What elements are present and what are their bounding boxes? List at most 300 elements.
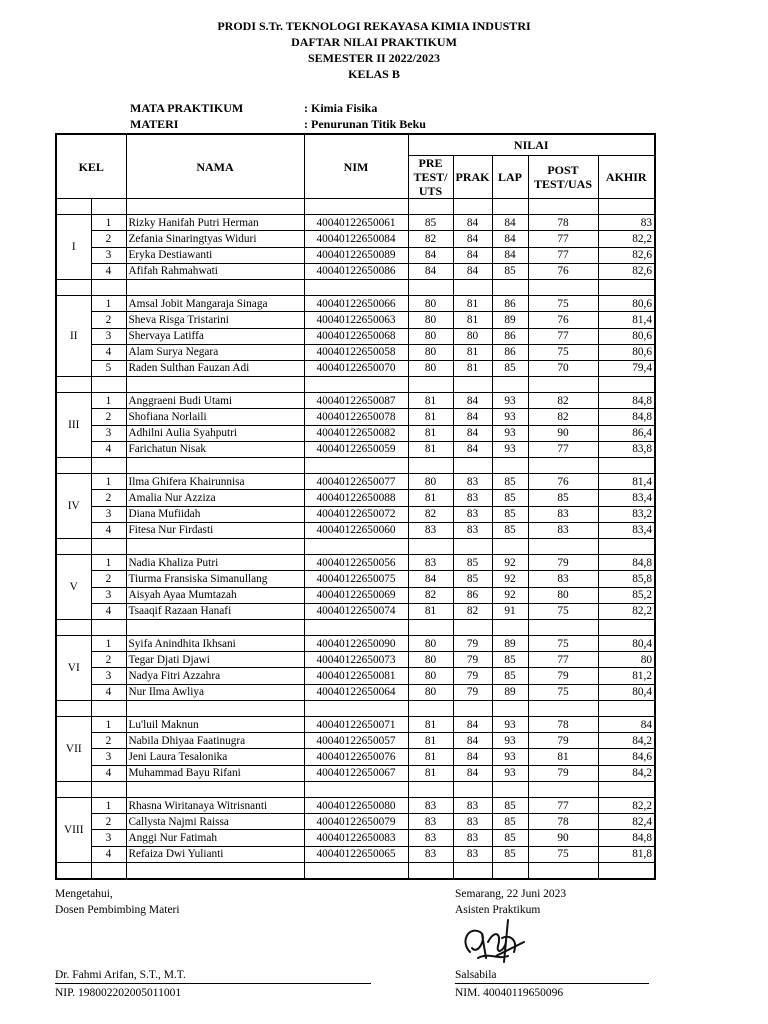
spacer-cell (56, 619, 91, 635)
spacer-cell (126, 377, 304, 393)
cell-nama: Anggraeni Budi Utami (126, 393, 304, 409)
cell-nim: 40040122650087 (304, 393, 408, 409)
spacer-cell (91, 862, 126, 879)
cell-pretest: 80 (408, 312, 453, 328)
cell-nama: Ilma Ghifera Khairunnisa (126, 474, 304, 490)
cell-no: 3 (91, 506, 126, 522)
cell-posttest: 80 (528, 587, 598, 603)
cell-lap: 85 (492, 830, 528, 846)
cell-no: 4 (91, 522, 126, 538)
header-pretest-line2: TEST/ (413, 170, 448, 184)
cell-pretest: 81 (408, 441, 453, 457)
table-row (56, 749, 655, 765)
cell-prak: 83 (453, 830, 492, 846)
cell-prak: 83 (453, 522, 492, 538)
spacer-cell (492, 619, 528, 635)
cell-pretest: 80 (408, 652, 453, 668)
cell-posttest: 90 (528, 830, 598, 846)
cell-akhir: 81,4 (598, 474, 655, 490)
cell-akhir: 84 (598, 717, 655, 733)
cell-akhir: 84,2 (598, 733, 655, 749)
footer-dosen-nip: NIP. 198002202005011001 (55, 987, 182, 999)
spacer-cell (598, 781, 655, 797)
spacer-cell (304, 279, 408, 295)
cell-nim: 40040122650089 (304, 247, 408, 263)
table-row (56, 393, 655, 409)
cell-nama: Shervaya Latiffa (126, 328, 304, 344)
spacer-cell (528, 700, 598, 716)
table-row (56, 733, 655, 749)
cell-posttest: 75 (528, 344, 598, 360)
cell-prak: 84 (453, 765, 492, 781)
cell-posttest: 77 (528, 231, 598, 247)
spacer-cell (408, 619, 453, 635)
cell-nim: 40040122650090 (304, 636, 408, 652)
cell-akhir: 81,4 (598, 312, 655, 328)
cell-prak: 84 (453, 425, 492, 441)
cell-akhir: 84,8 (598, 830, 655, 846)
cell-lap: 85 (492, 522, 528, 538)
cell-no: 1 (91, 474, 126, 490)
cell-lap: 85 (492, 263, 528, 279)
spacer-cell (492, 279, 528, 295)
cell-no: 1 (91, 215, 126, 231)
table-row (56, 684, 655, 700)
cell-no: 4 (91, 344, 126, 360)
cell-akhir: 84,6 (598, 749, 655, 765)
cell-prak: 79 (453, 668, 492, 684)
cell-no: 2 (91, 733, 126, 749)
spacer-cell (91, 279, 126, 295)
cell-no: 2 (91, 231, 126, 247)
cell-prak: 84 (453, 717, 492, 733)
table-row (56, 555, 655, 571)
header-nilai: NILAI (408, 134, 655, 156)
cell-nim: 40040122650059 (304, 441, 408, 457)
footer-place-date: Semarang, 22 Juni 2023 (455, 888, 567, 900)
footer-asisten-role: Asisten Praktikum (455, 904, 541, 916)
table-row (56, 636, 655, 652)
spacer-cell (598, 199, 655, 215)
spacer-cell (408, 781, 453, 797)
cell-akhir: 83,4 (598, 490, 655, 506)
cell-prak: 84 (453, 441, 492, 457)
cell-akhir: 84,8 (598, 555, 655, 571)
cell-no: 1 (91, 296, 126, 312)
cell-nama: Anggi Nur Fatimah (126, 830, 304, 846)
header-pretest-line3: UTS (418, 184, 443, 198)
cell-pretest: 83 (408, 830, 453, 846)
cell-lap: 85 (492, 846, 528, 862)
cell-posttest: 79 (528, 733, 598, 749)
spacer-cell (492, 199, 528, 215)
spacer-cell (492, 377, 528, 393)
cell-nim: 40040122650061 (304, 215, 408, 231)
spacer-cell (126, 458, 304, 474)
cell-akhir: 80,6 (598, 344, 655, 360)
cell-pretest: 80 (408, 328, 453, 344)
grade-table-body (56, 199, 655, 879)
spacer-cell (91, 781, 126, 797)
spacer-cell (492, 700, 528, 716)
spacer-cell (304, 199, 408, 215)
cell-posttest: 75 (528, 846, 598, 862)
cell-posttest: 70 (528, 360, 598, 376)
table-row (56, 474, 655, 490)
cell-pretest: 85 (408, 215, 453, 231)
cell-lap: 93 (492, 717, 528, 733)
cell-pretest: 83 (408, 555, 453, 571)
cell-akhir: 80,4 (598, 636, 655, 652)
cell-kel: V (56, 555, 91, 620)
spacer-cell (91, 458, 126, 474)
spacer-cell (304, 781, 408, 797)
header-nama: NAMA (126, 134, 304, 199)
cell-no: 5 (91, 360, 126, 376)
group-spacer-row (56, 458, 655, 474)
table-row (56, 409, 655, 425)
cell-posttest: 77 (528, 328, 598, 344)
cell-posttest: 75 (528, 684, 598, 700)
cell-nim: 40040122650071 (304, 717, 408, 733)
cell-akhir: 84,8 (598, 393, 655, 409)
cell-nama: Muhammad Bayu Rifani (126, 765, 304, 781)
cell-no: 3 (91, 587, 126, 603)
header-title: DAFTAR NILAI PRAKTIKUM (291, 35, 457, 49)
cell-pretest: 80 (408, 296, 453, 312)
spacer-cell (453, 700, 492, 716)
cell-nim: 40040122650057 (304, 733, 408, 749)
cell-nim: 40040122650074 (304, 603, 408, 619)
cell-posttest: 77 (528, 652, 598, 668)
cell-nim: 40040122650069 (304, 587, 408, 603)
cell-prak: 84 (453, 749, 492, 765)
cell-nim: 40040122650078 (304, 409, 408, 425)
cell-lap: 85 (492, 360, 528, 376)
cell-pretest: 81 (408, 393, 453, 409)
spacer-cell (56, 199, 91, 215)
cell-akhir: 82,2 (598, 603, 655, 619)
cell-posttest: 83 (528, 506, 598, 522)
spacer-cell (528, 279, 598, 295)
cell-posttest: 79 (528, 668, 598, 684)
cell-nama: Eryka Destiawanti (126, 247, 304, 263)
cell-nama: Callysta Najmi Raissa (126, 814, 304, 830)
cell-no: 1 (91, 555, 126, 571)
cell-lap: 84 (492, 247, 528, 263)
cell-nama: Syifa Anindhita Ikhsani (126, 636, 304, 652)
cell-posttest: 78 (528, 215, 598, 231)
cell-pretest: 80 (408, 668, 453, 684)
cell-akhir: 81,8 (598, 846, 655, 862)
spacer-cell (492, 862, 528, 879)
cell-nama: Amsal Jobit Mangaraja Sinaga (126, 296, 304, 312)
cell-nim: 40040122650086 (304, 263, 408, 279)
cell-prak: 86 (453, 587, 492, 603)
cell-lap: 85 (492, 814, 528, 830)
cell-akhir: 83,8 (598, 441, 655, 457)
table-row (56, 522, 655, 538)
cell-nama: Adhilni Aulia Syahputri (126, 425, 304, 441)
cell-akhir: 80 (598, 652, 655, 668)
cell-akhir: 80,6 (598, 328, 655, 344)
header-kel: KEL (56, 134, 126, 199)
cell-akhir: 82,6 (598, 263, 655, 279)
cell-no: 2 (91, 409, 126, 425)
cell-posttest: 75 (528, 636, 598, 652)
spacer-cell (56, 700, 91, 716)
cell-nama: Jeni Laura Tesalonika (126, 749, 304, 765)
cell-nim: 40040122650083 (304, 830, 408, 846)
cell-no: 3 (91, 328, 126, 344)
cell-nim: 40040122650084 (304, 231, 408, 247)
cell-akhir: 82,6 (598, 247, 655, 263)
cell-no: 2 (91, 814, 126, 830)
table-row (56, 425, 655, 441)
table-row (56, 441, 655, 457)
cell-nim: 40040122650068 (304, 328, 408, 344)
cell-pretest: 81 (408, 603, 453, 619)
spacer-cell (56, 377, 91, 393)
cell-nama: Afifah Rahmahwati (126, 263, 304, 279)
spacer-cell (453, 458, 492, 474)
cell-nama: Aisyah Ayaa Mumtazah (126, 587, 304, 603)
cell-pretest: 80 (408, 360, 453, 376)
cell-akhir: 86,4 (598, 425, 655, 441)
cell-nim: 40040122650081 (304, 668, 408, 684)
footer-asisten-name: Salsabila (455, 969, 497, 981)
cell-posttest: 77 (528, 797, 598, 813)
cell-nim: 40040122650077 (304, 474, 408, 490)
cell-nim: 40040122650080 (304, 797, 408, 813)
cell-pretest: 81 (408, 490, 453, 506)
spacer-cell (56, 538, 91, 554)
cell-nama: Amalia Nur Azziza (126, 490, 304, 506)
cell-pretest: 82 (408, 587, 453, 603)
cell-no: 3 (91, 425, 126, 441)
footer-dosen-name: Dr. Fahmi Arifan, S.T., M.T. (55, 969, 186, 981)
cell-prak: 81 (453, 360, 492, 376)
spacer-cell (126, 279, 304, 295)
spacer-cell (126, 199, 304, 215)
cell-posttest: 83 (528, 571, 598, 587)
table-row (56, 652, 655, 668)
cell-pretest: 80 (408, 684, 453, 700)
cell-posttest: 76 (528, 263, 598, 279)
cell-akhir: 84,2 (598, 765, 655, 781)
spacer-cell (91, 619, 126, 635)
spacer-cell (91, 377, 126, 393)
cell-pretest: 82 (408, 231, 453, 247)
table-row (56, 603, 655, 619)
cell-no: 4 (91, 684, 126, 700)
cell-nama: Tegar Djati Djawi (126, 652, 304, 668)
cell-no: 3 (91, 668, 126, 684)
cell-prak: 84 (453, 393, 492, 409)
cell-pretest: 80 (408, 636, 453, 652)
spacer-cell (492, 538, 528, 554)
cell-no: 2 (91, 490, 126, 506)
spacer-cell (528, 781, 598, 797)
header-akhir: AKHIR (598, 156, 655, 199)
table-row (56, 830, 655, 846)
cell-nama: Sheva Risga Tristarini (126, 312, 304, 328)
cell-posttest: 82 (528, 393, 598, 409)
cell-pretest: 81 (408, 765, 453, 781)
cell-lap: 84 (492, 231, 528, 247)
cell-no: 2 (91, 571, 126, 587)
cell-lap: 85 (492, 474, 528, 490)
cell-prak: 82 (453, 603, 492, 619)
grade-table (55, 133, 656, 880)
cell-pretest: 84 (408, 247, 453, 263)
cell-akhir: 84,8 (598, 409, 655, 425)
spacer-cell (408, 538, 453, 554)
cell-nama: Refaiza Dwi Yulianti (126, 846, 304, 862)
cell-lap: 86 (492, 296, 528, 312)
cell-posttest: 77 (528, 247, 598, 263)
spacer-cell (598, 538, 655, 554)
cell-prak: 83 (453, 797, 492, 813)
group-spacer-row (56, 538, 655, 554)
spacer-cell (408, 700, 453, 716)
cell-no: 3 (91, 749, 126, 765)
header-posttest-line2: TEST/UAS (533, 177, 593, 191)
cell-nama: Lu'luil Maknun (126, 717, 304, 733)
cell-nama: Tsaaqif Razaan Hanafi (126, 603, 304, 619)
cell-prak: 79 (453, 636, 492, 652)
cell-lap: 93 (492, 749, 528, 765)
table-row (56, 717, 655, 733)
cell-prak: 85 (453, 571, 492, 587)
cell-posttest: 79 (528, 555, 598, 571)
spacer-cell (453, 862, 492, 879)
cell-lap: 93 (492, 409, 528, 425)
table-row (56, 344, 655, 360)
footer-dosen-role: Dosen Pembimbing Materi (55, 904, 180, 916)
cell-akhir: 83,2 (598, 506, 655, 522)
cell-no: 1 (91, 636, 126, 652)
cell-nim: 40040122650065 (304, 846, 408, 862)
cell-prak: 79 (453, 684, 492, 700)
spacer-cell (304, 377, 408, 393)
cell-prak: 83 (453, 490, 492, 506)
header-kelas: KELAS B (348, 67, 400, 81)
cell-pretest: 81 (408, 733, 453, 749)
cell-no: 4 (91, 846, 126, 862)
cell-nama: Tiurma Fransiska Simanullang (126, 571, 304, 587)
cell-nim: 40040122650075 (304, 571, 408, 587)
spacer-cell (126, 619, 304, 635)
header-prak: PRAK (453, 156, 492, 199)
spacer-cell (598, 377, 655, 393)
cell-kel: I (56, 215, 91, 280)
spacer-cell (598, 279, 655, 295)
cell-posttest: 85 (528, 490, 598, 506)
document-header (0, 18, 768, 82)
cell-pretest: 84 (408, 263, 453, 279)
cell-prak: 85 (453, 555, 492, 571)
table-row (56, 312, 655, 328)
table-row (56, 814, 655, 830)
signature-image (458, 912, 528, 974)
group-spacer-row (56, 279, 655, 295)
table-row (56, 360, 655, 376)
cell-lap: 85 (492, 797, 528, 813)
cell-nim: 40040122650076 (304, 749, 408, 765)
cell-nama: Nadia Khaliza Putri (126, 555, 304, 571)
spacer-cell (528, 377, 598, 393)
header-pretest-line1: PRE (418, 156, 443, 170)
cell-lap: 85 (492, 506, 528, 522)
spacer-cell (91, 538, 126, 554)
cell-nim: 40040122650079 (304, 814, 408, 830)
cell-kel: VII (56, 717, 91, 782)
spacer-cell (56, 458, 91, 474)
header-prodi: PRODI S.Tr. TEKNOLOGI REKAYASA KIMIA INDUSTRI (217, 19, 531, 33)
cell-nama: Fitesa Nur Firdasti (126, 522, 304, 538)
cell-posttest: 76 (528, 474, 598, 490)
spacer-cell (598, 458, 655, 474)
table-row (56, 668, 655, 684)
spacer-cell (492, 458, 528, 474)
spacer-cell (598, 862, 655, 879)
spacer-cell (304, 538, 408, 554)
cell-nim: 40040122650060 (304, 522, 408, 538)
cell-nama: Farichatun Nisak (126, 441, 304, 457)
cell-prak: 84 (453, 231, 492, 247)
cell-prak: 83 (453, 474, 492, 490)
spacer-cell (408, 279, 453, 295)
table-row (56, 506, 655, 522)
spacer-cell (453, 538, 492, 554)
table-row (56, 571, 655, 587)
cell-lap: 93 (492, 765, 528, 781)
cell-posttest: 76 (528, 312, 598, 328)
cell-nama: Shofiana Norlaili (126, 409, 304, 425)
spacer-cell (126, 862, 304, 879)
cell-akhir: 83,4 (598, 522, 655, 538)
cell-no: 4 (91, 441, 126, 457)
cell-nim: 40040122650056 (304, 555, 408, 571)
cell-no: 3 (91, 830, 126, 846)
table-row (56, 296, 655, 312)
spacer-cell (453, 279, 492, 295)
cell-pretest: 83 (408, 814, 453, 830)
cell-nim: 40040122650072 (304, 506, 408, 522)
cell-kel: VIII (56, 797, 91, 862)
spacer-cell (56, 862, 91, 879)
spacer-cell (408, 199, 453, 215)
cell-pretest: 81 (408, 409, 453, 425)
cell-lap: 85 (492, 668, 528, 684)
cell-no: 1 (91, 717, 126, 733)
spacer-cell (408, 377, 453, 393)
footer-asisten-nim: NIM. 40040119650096 (455, 987, 564, 999)
spacer-cell (598, 619, 655, 635)
cell-prak: 80 (453, 328, 492, 344)
cell-lap: 89 (492, 636, 528, 652)
cell-akhir: 85,8 (598, 571, 655, 587)
cell-nim: 40040122650058 (304, 344, 408, 360)
spacer-cell (528, 458, 598, 474)
cell-nim: 40040122650070 (304, 360, 408, 376)
cell-nim: 40040122650063 (304, 312, 408, 328)
footer-asisten-line (455, 983, 649, 984)
cell-pretest: 80 (408, 344, 453, 360)
group-spacer-row (56, 199, 655, 215)
cell-posttest: 78 (528, 717, 598, 733)
